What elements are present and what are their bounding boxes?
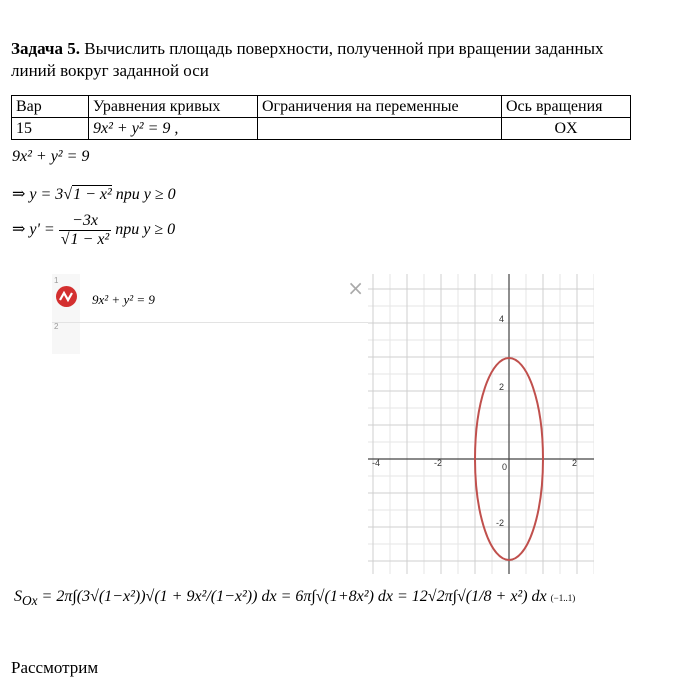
equation-line-3 xyxy=(12,212,175,249)
x-tick-label: 2 xyxy=(572,458,578,468)
line3-prefix: ⇒ y' = xyxy=(12,221,55,239)
footer-text: Рассмотрим xyxy=(11,658,99,677)
y-tick-label: 2 xyxy=(499,382,505,392)
spec-table xyxy=(11,95,631,140)
cell-equation: 9x² + y² = 9 , xyxy=(89,118,258,140)
x-tick-label: -4 xyxy=(372,458,381,468)
line3-suffix: при y ≥ 0 xyxy=(115,221,176,239)
formula-body: = 2π∫(3√(1−x²))√(1 + 9x²/(1−x²)) dx = 6π∫√(1+8x²) dx = 12√2π∫√(1/8 + x²) dx xyxy=(41,588,547,605)
line2-prefix: ⇒ y = 3 xyxy=(12,186,64,203)
cell-limits xyxy=(258,118,502,140)
row-number-1: 1 xyxy=(54,276,59,285)
formula-lhs: S xyxy=(14,588,22,605)
equation-line-2: ⇒ y = 3√1 − x² при y ≥ 0 xyxy=(12,186,176,203)
grid xyxy=(368,274,594,574)
expression-panel xyxy=(52,274,368,354)
line2-suffix: при y ≥ 0 xyxy=(115,186,176,203)
fraction-numerator: −3x xyxy=(59,212,111,231)
header-var: Вар xyxy=(12,96,89,118)
table-header-row xyxy=(12,96,631,118)
row-number-2: 2 xyxy=(54,322,59,331)
task-statement xyxy=(11,38,651,82)
x-tick-label: -2 xyxy=(434,458,443,468)
surface-area-formula xyxy=(14,588,575,609)
task-text: Вычислить площадь поверхности, полученной при вращении заданных линий вокруг заданной оси xyxy=(11,39,604,80)
header-equations: Уравнения кривых xyxy=(89,96,258,118)
table-row xyxy=(12,118,631,140)
derivative-fraction: $\frac{-3x}{\text{√1 − x²}}$ xyxy=(60,212,110,248)
formula-lhs-sub: Ox xyxy=(22,593,38,609)
integral-limits: (−1..1) xyxy=(550,593,576,603)
cell-axis: OX xyxy=(502,118,631,140)
graph-canvas[interactable] xyxy=(368,274,594,574)
equation-line-1: 9x² + y² = 9 xyxy=(12,148,90,165)
limit-upper: 1 xyxy=(567,593,573,603)
close-icon[interactable]: × xyxy=(347,276,364,300)
task-title: Задача 5. xyxy=(11,39,80,58)
desmos-logo-icon xyxy=(56,286,77,307)
y-tick-label: -2 xyxy=(496,518,505,528)
y-tick-label: 4 xyxy=(499,314,505,324)
header-limits: Ограничения на переменные xyxy=(258,96,502,118)
fraction-denominator: 1 − x² xyxy=(70,231,110,248)
limit-lower: −1 xyxy=(553,593,564,603)
header-axis: Ось вращения xyxy=(502,96,631,118)
origin-label: 0 xyxy=(502,462,508,472)
cell-var: 15 xyxy=(12,118,89,140)
line2-sqrt: 1 − x² xyxy=(73,186,112,203)
expression-text[interactable]: 9x² + y² = 9 xyxy=(92,292,155,307)
